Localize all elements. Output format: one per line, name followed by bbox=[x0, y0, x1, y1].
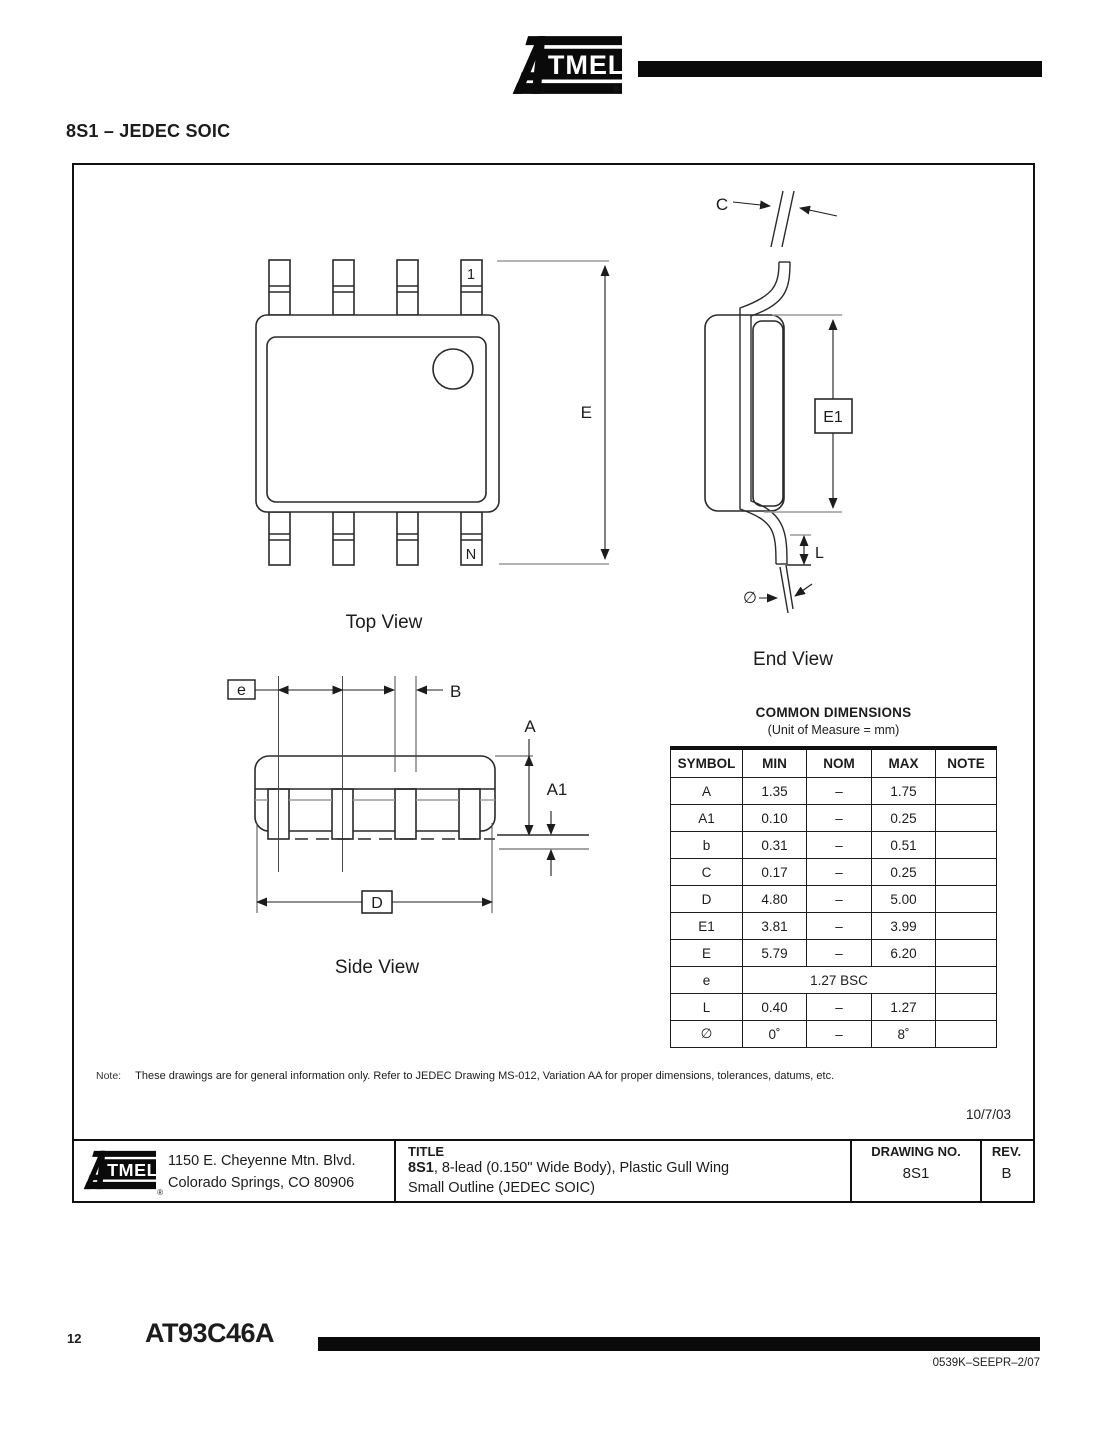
page-title: 8S1 – JEDEC SOIC bbox=[66, 121, 231, 141]
cell-max: 0.25 bbox=[872, 859, 936, 886]
dim-A-label: A bbox=[524, 717, 536, 736]
table-row bbox=[671, 1021, 997, 1048]
company-address bbox=[168, 1150, 356, 1195]
cell-max: 8˚ bbox=[872, 1021, 936, 1048]
col-symbol: SYMBOL bbox=[671, 748, 743, 778]
cell-note bbox=[936, 886, 997, 913]
atmel-logo-small bbox=[82, 1150, 163, 1197]
drawing-title-line1 bbox=[408, 1159, 850, 1179]
side-view-caption: Side View bbox=[334, 957, 420, 978]
cell-note bbox=[936, 805, 997, 832]
cell-max: 6.20 bbox=[872, 940, 936, 967]
cell-nom: – bbox=[807, 805, 872, 832]
cell-nom: – bbox=[807, 859, 872, 886]
side-view bbox=[228, 676, 589, 978]
cell-note bbox=[936, 778, 997, 805]
title-label: TITLE bbox=[408, 1144, 445, 1159]
cell-note bbox=[936, 940, 997, 967]
cell-min: 0˚ bbox=[743, 1021, 807, 1048]
table-row bbox=[671, 994, 997, 1021]
cell-max: 1.27 bbox=[872, 994, 936, 1021]
col-min: MIN bbox=[743, 748, 807, 778]
dimensions-table-title: COMMON DIMENSIONS bbox=[755, 705, 912, 720]
title-block-logo-cell bbox=[74, 1141, 394, 1203]
cell-max: 1.75 bbox=[872, 778, 936, 805]
cell-symbol: E1 bbox=[671, 913, 743, 940]
product-name: AT93C46A bbox=[145, 1318, 275, 1348]
dim-C-label: C bbox=[715, 195, 729, 214]
pin1-indicator-dot bbox=[433, 349, 473, 389]
dim-E1-label: E1 bbox=[823, 409, 843, 426]
dim-L-label: L bbox=[815, 545, 824, 562]
drawing-no-label: DRAWING NO. bbox=[871, 1144, 961, 1159]
pinN-label: N bbox=[465, 547, 477, 563]
title-block-drawing-no-cell bbox=[852, 1141, 980, 1203]
cell-symbol: b bbox=[671, 832, 743, 859]
atmel-logo-icon bbox=[510, 35, 622, 95]
rev-label: REV. bbox=[991, 1144, 1022, 1159]
cell-nom: – bbox=[807, 913, 872, 940]
atmel-logo bbox=[510, 35, 622, 95]
cell-symbol: C bbox=[671, 859, 743, 886]
table-row bbox=[671, 859, 997, 886]
drawing-title-rest: , 8-lead (0.150" Wide Body), Plastic Gull Wing bbox=[433, 1160, 730, 1176]
cell-nom: – bbox=[807, 994, 872, 1021]
pin1-label: 1 bbox=[466, 267, 476, 283]
dim-A1-label: A1 bbox=[546, 780, 568, 799]
package-drawing-figure bbox=[72, 163, 1035, 1203]
cell-max: 3.99 bbox=[872, 913, 936, 940]
dim-angle-label: ∅ bbox=[743, 590, 757, 607]
footer-rule-bar bbox=[318, 1337, 1040, 1351]
cell-nom: – bbox=[807, 886, 872, 913]
cell-symbol: L bbox=[671, 994, 743, 1021]
cell-min: 0.40 bbox=[743, 994, 807, 1021]
drawing-title-bold: 8S1 bbox=[408, 1160, 434, 1176]
registered-mark: ® bbox=[157, 1187, 163, 1197]
rev-value: B bbox=[1001, 1165, 1012, 1182]
page-number: 12 bbox=[67, 1331, 82, 1346]
col-note: NOTE bbox=[936, 748, 997, 778]
col-nom: NOM bbox=[807, 748, 872, 778]
cell-symbol: D bbox=[671, 886, 743, 913]
top-view-caption: Top View bbox=[345, 612, 423, 633]
cell-min: 5.79 bbox=[743, 940, 807, 967]
cell-nom: – bbox=[807, 1021, 872, 1048]
table-row bbox=[671, 778, 997, 805]
dim-e-label: e bbox=[237, 682, 246, 699]
cell-nom: – bbox=[807, 940, 872, 967]
table-row bbox=[671, 832, 997, 859]
cell-nom: – bbox=[807, 778, 872, 805]
logo-text: TMEL bbox=[547, 49, 622, 81]
figure-note bbox=[96, 1070, 1031, 1082]
cell-symbol: A1 bbox=[671, 805, 743, 832]
dimensions-table-subtitle: (Unit of Measure = mm) bbox=[767, 723, 900, 737]
document-number: 0539K–SEEPR–2/07 bbox=[932, 1357, 1040, 1369]
dim-B-label: B bbox=[450, 682, 462, 701]
title-block-rev-cell bbox=[980, 1141, 1031, 1203]
end-view bbox=[705, 191, 852, 670]
cell-max: 5.00 bbox=[872, 886, 936, 913]
cell-max: 0.25 bbox=[872, 805, 936, 832]
drawing-no-value: 8S1 bbox=[902, 1165, 930, 1182]
note-text: These drawings are for general information only. Refer to JEDEC Drawing MS-012, Variation AA for proper dimensions, tolerances, datums, etc. bbox=[135, 1070, 835, 1082]
cell-note bbox=[936, 967, 997, 994]
top-view bbox=[256, 260, 609, 633]
table-row bbox=[671, 886, 997, 913]
col-max: MAX bbox=[872, 748, 936, 778]
cell-min: 3.81 bbox=[743, 913, 807, 940]
cell-min: 0.17 bbox=[743, 859, 807, 886]
cell-note bbox=[936, 859, 997, 886]
table-row-span bbox=[671, 967, 997, 994]
table-row bbox=[671, 913, 997, 940]
cell-min: 1.35 bbox=[743, 778, 807, 805]
cell-max: 0.51 bbox=[872, 832, 936, 859]
address-line-2: Colorado Springs, CO 80906 bbox=[168, 1175, 355, 1191]
title-block-title-cell bbox=[394, 1141, 852, 1203]
cell-min: 0.31 bbox=[743, 832, 807, 859]
registered-mark: ® bbox=[613, 84, 620, 94]
figure-date: 10/7/03 bbox=[965, 1107, 1011, 1122]
note-label: Note: bbox=[96, 1070, 122, 1082]
table-row bbox=[671, 940, 997, 967]
end-view-caption: End View bbox=[753, 649, 833, 670]
cell-span-value: 1.27 BSC bbox=[743, 967, 936, 994]
dim-D-label: D bbox=[371, 895, 383, 912]
cell-symbol: e bbox=[671, 967, 743, 994]
drawing-title-line2: Small Outline (JEDEC SOIC) bbox=[408, 1179, 595, 1196]
title-block bbox=[74, 1139, 1033, 1203]
cell-min: 0.10 bbox=[743, 805, 807, 832]
header-rule-bar bbox=[638, 61, 1042, 77]
cell-nom: – bbox=[807, 832, 872, 859]
logo-text: TMEL bbox=[107, 1159, 156, 1180]
atmel-logo-icon bbox=[82, 1150, 156, 1190]
cell-symbol: A bbox=[671, 778, 743, 805]
cell-min: 4.80 bbox=[743, 886, 807, 913]
cell-note bbox=[936, 994, 997, 1021]
common-dimensions bbox=[670, 705, 997, 1048]
dim-E-label: E bbox=[580, 403, 592, 422]
cell-note bbox=[936, 913, 997, 940]
cell-symbol: E bbox=[671, 940, 743, 967]
table-row bbox=[671, 805, 997, 832]
dimensions-table bbox=[670, 746, 997, 1048]
cell-note bbox=[936, 1021, 997, 1048]
address-line-1: 1150 E. Cheyenne Mtn. Blvd. bbox=[168, 1152, 356, 1169]
cell-symbol: ∅ bbox=[671, 1021, 743, 1048]
cell-note bbox=[936, 832, 997, 859]
table-header-row bbox=[671, 748, 997, 778]
